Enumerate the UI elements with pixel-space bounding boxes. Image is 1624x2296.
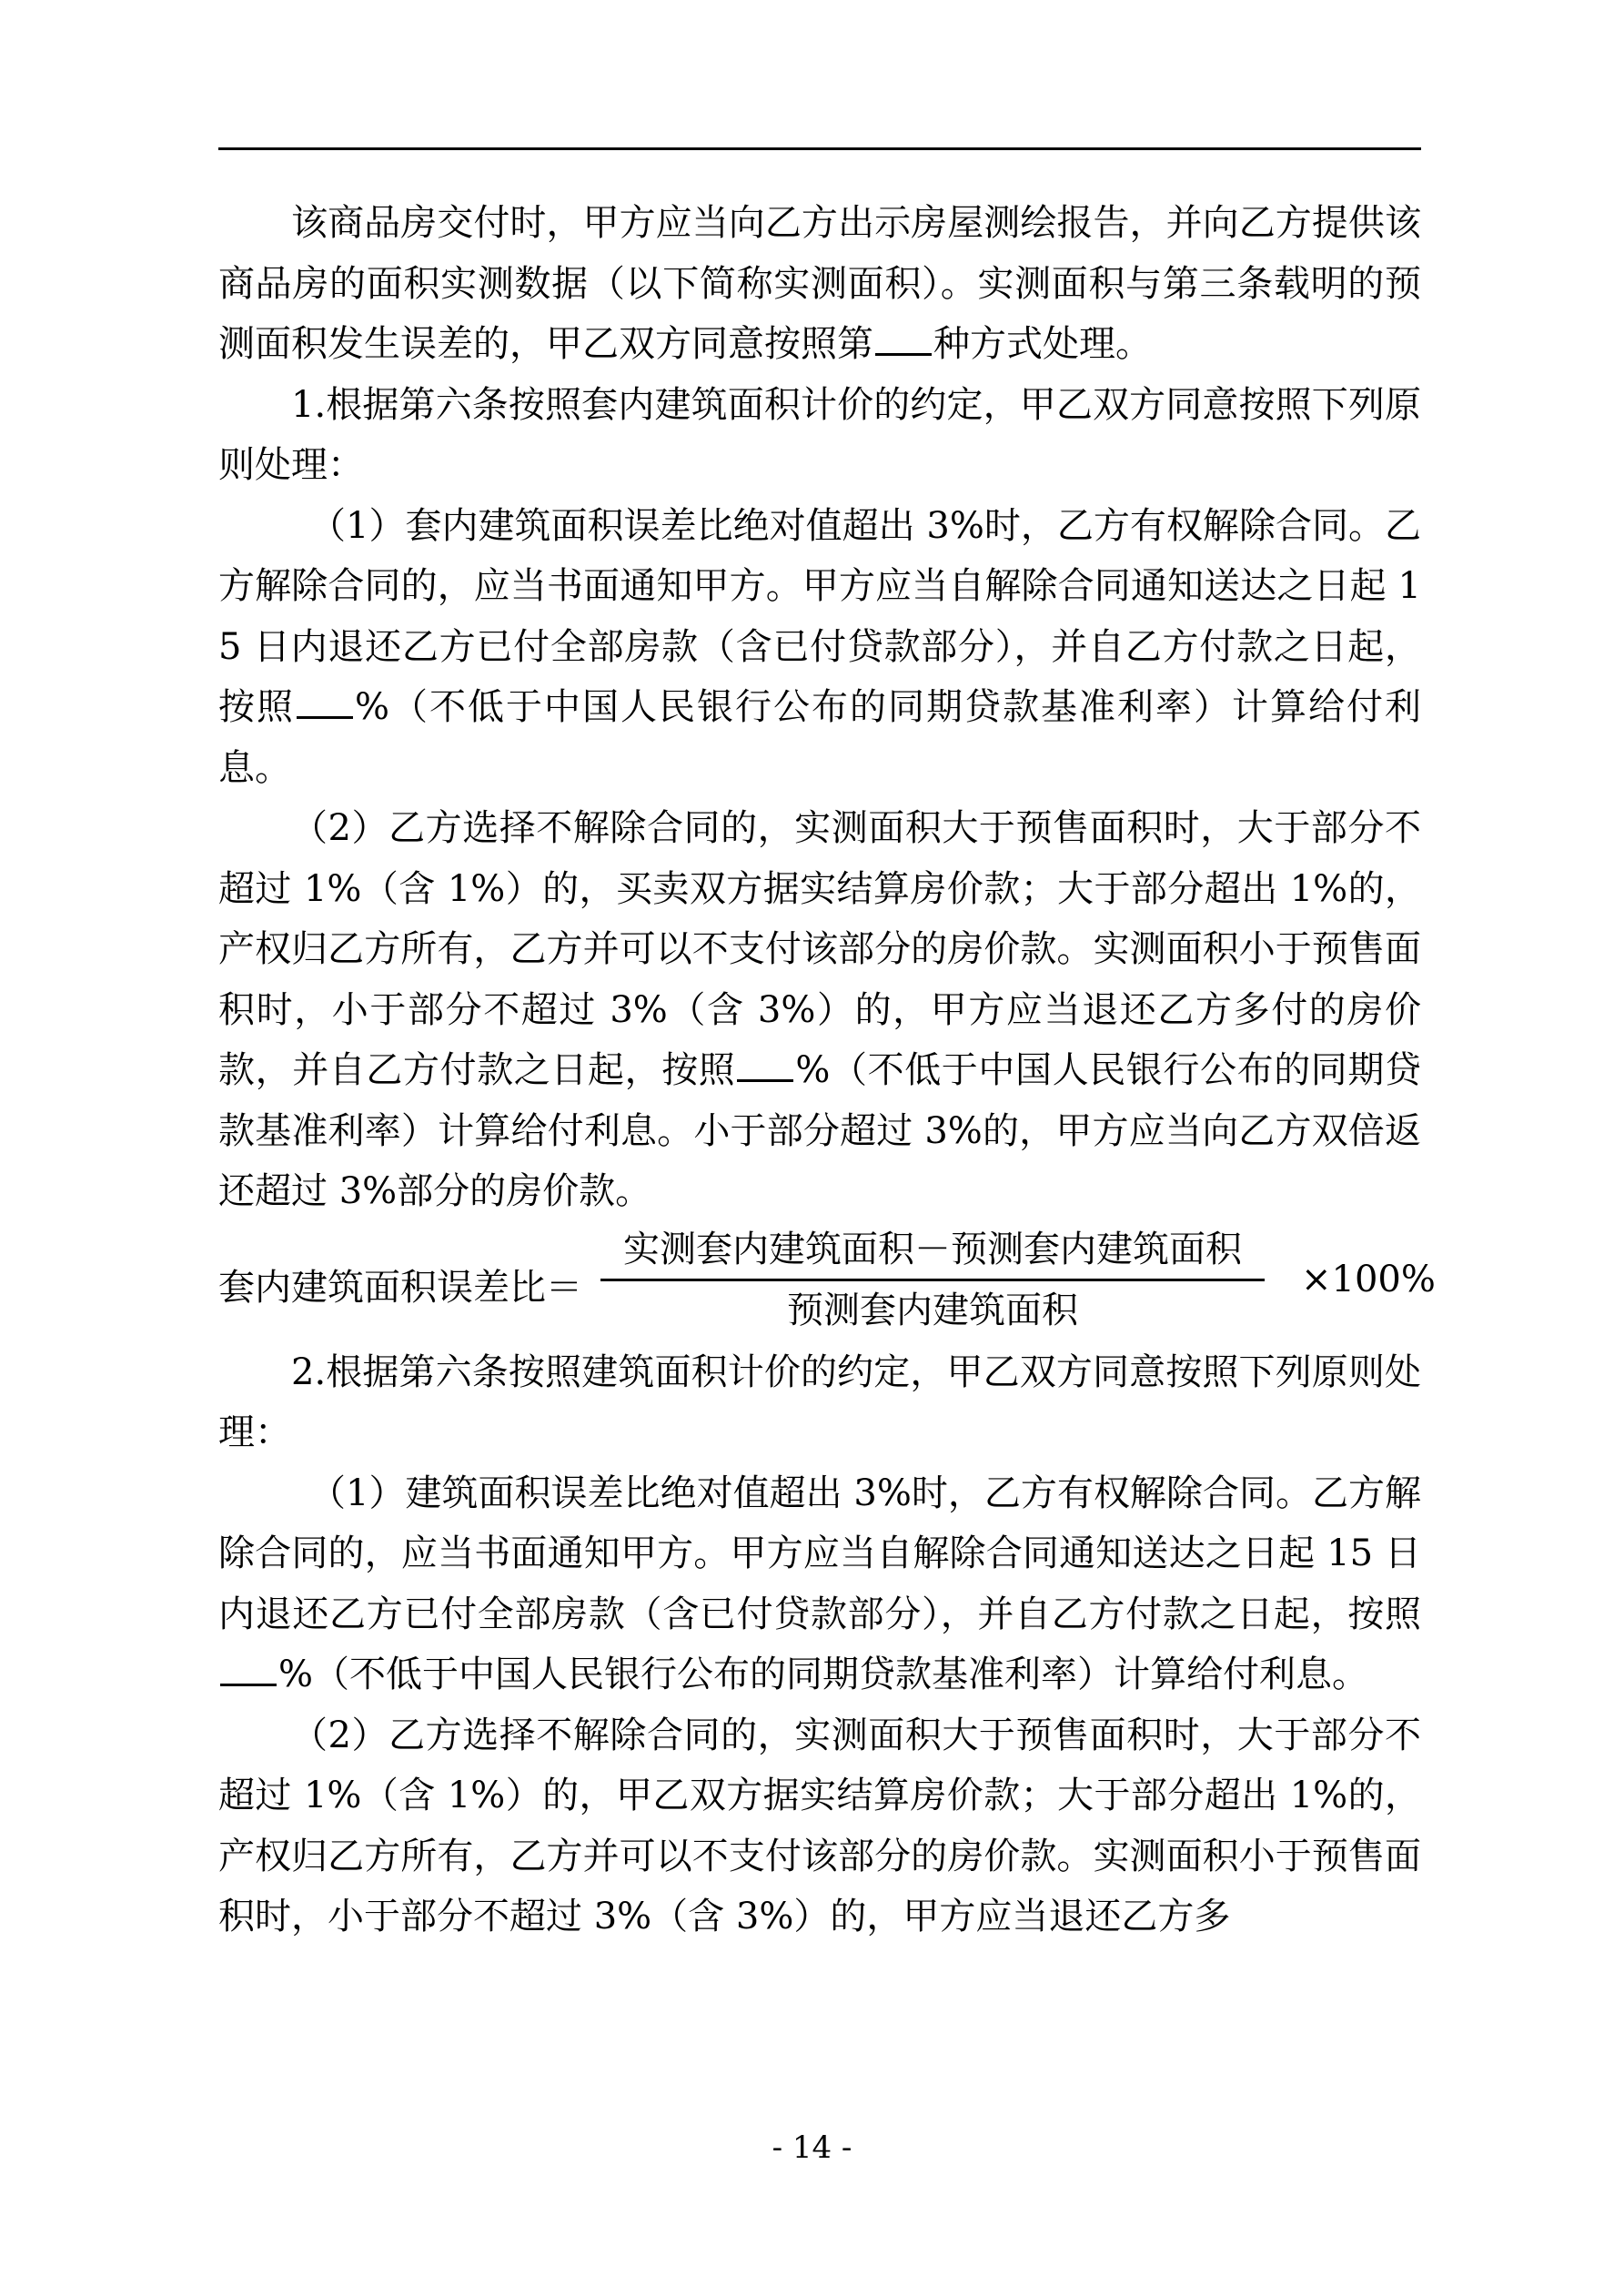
fill-in-blank[interactable]	[297, 680, 353, 719]
paragraph-text: 种方式处理。	[933, 323, 1152, 365]
fill-in-blank[interactable]	[875, 317, 932, 356]
paragraph-text: （1）建筑面积误差比绝对值超出 3%时，乙方有权解除合同。乙方解除合同的，应当书面通知甲方。甲方应当自解除合同通知送达之日起 15 日内退还乙方已付全部房款（含已付贷款部分），并自乙方付款之日起，按照	[218, 1472, 1421, 1635]
paragraph-clause-2-item-2: （2）乙方选择不解除合同的，实测面积大于预售面积时，大于部分不超过 1%（含 1%）的，甲乙双方据实结算房价款；大于部分超出 1%的，产权归乙方所有，乙方并可以不支付该部分的房价款。实测面积小于预售面积时，小于部分不超过 3%（含 3%）的，甲方应当退还乙方多	[218, 1714, 1421, 1937]
fill-in-blank[interactable]	[737, 1043, 793, 1082]
paragraph-clause-1-heading: 1.根据第六条按照套内建筑面积计价的约定，甲乙双方同意按照下列原则处理：	[218, 383, 1421, 486]
document-body	[218, 193, 1436, 1947]
paragraph-clause-2-heading: 2.根据第六条按照建筑面积计价的约定，甲乙双方同意按照下列原则处理：	[218, 1350, 1421, 1453]
formula-numerator: 实测套内建筑面积－预测套内建筑面积	[623, 1228, 1242, 1270]
paragraph-text: %（不低于中国人民银行公布的同期贷款基准利率）计算给付利息。小于部分超过 3%的，甲方应当向乙方双倍返还超过 3%部分的房价款。	[218, 1049, 1422, 1212]
error-ratio-formula	[218, 1222, 1436, 1342]
paragraph-clause-1-item-1	[218, 496, 1421, 799]
formula-denominator: 预测套内建筑面积	[787, 1289, 1078, 1331]
paragraph-text: %（不低于中国人民银行公布的同期贷款基准利率）计算给付利息。	[218, 686, 1421, 789]
paragraph-clause-1-item-2	[218, 798, 1421, 1222]
paragraph-text: %（不低于中国人民银行公布的同期贷款基准利率）计算给付利息。	[278, 1654, 1369, 1695]
fraction-bar	[600, 1279, 1265, 1281]
fill-in-blank[interactable]	[220, 1647, 277, 1686]
paragraph-text: （2）乙方选择不解除合同的，实测面积大于预售面积时，大于部分不超过 1%（含 1%）的，买卖双方据实结算房价款；大于部分超出 1%的，产权归乙方所有，乙方并可以不支付该部分的房价款。实测面积小于预售面积时，小于部分不超过 3%（含 3%）的，甲方应当退还乙方多付的房价款，并自乙方付款之日起，按照	[218, 807, 1421, 1091]
formula-lhs: 套内建筑面积误差比＝	[218, 1266, 582, 1309]
header-rule	[218, 147, 1421, 150]
paragraph-text: 该商品房交付时，甲方应当向乙方出示房屋测绘报告，并向乙方提供该商品房的面积实测数据（以下简称实测面积）。实测面积与第三条载明的预测面积发生误差的，甲乙双方同意按照第	[218, 202, 1421, 365]
page-number: - 14 -	[772, 2129, 852, 2166]
paragraph-delivery-area-report	[218, 193, 1421, 375]
paragraph-text: （1）套内建筑面积误差比绝对值超出 3%时，乙方有权解除合同。乙方解除合同的，应当书面通知甲方。甲方应当自解除合同通知送达之日起 15 日内退还乙方已付全部房款（含已付贷款部分），并自乙方付款之日起，按照	[218, 504, 1421, 728]
formula-multiplier: ×100%	[1301, 1258, 1436, 1300]
paragraph-clause-2-item-1	[218, 1463, 1421, 1705]
formula-fraction	[600, 1222, 1265, 1336]
